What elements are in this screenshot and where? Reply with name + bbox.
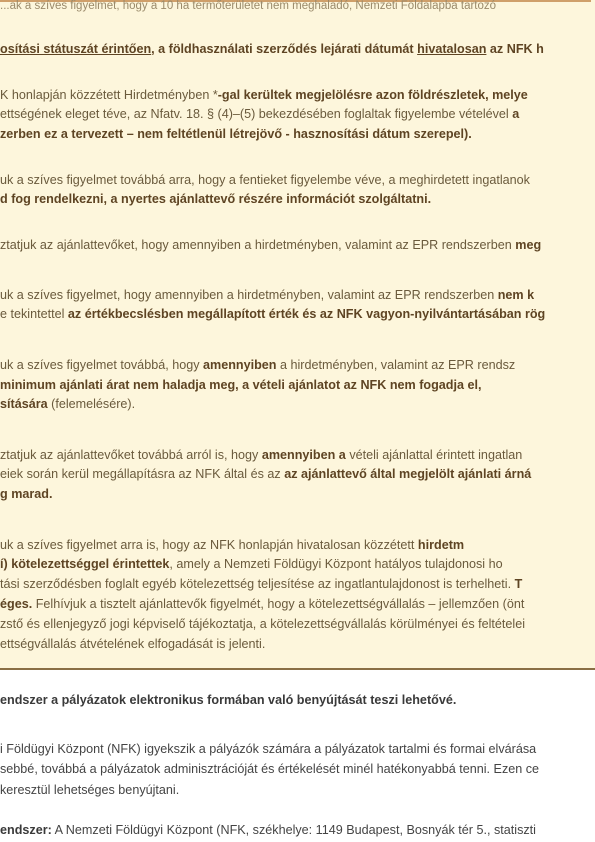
lower-p1-line3: keresztül lehetséges benyújtani. bbox=[0, 783, 180, 797]
p2-l3: zerben ez a tervezett – nem feltétlenül létrejövő - hasznosítási dátum szerepel). bbox=[0, 127, 472, 141]
p8-l4a: éges. bbox=[0, 597, 33, 611]
p7-l1a: ztatjuk az ajánlattevőket továbbá arról is, hogy bbox=[0, 448, 262, 462]
p8-l2a: í) kötelezettséggel érintettek bbox=[0, 557, 170, 571]
p4-l1a: ztatjuk az ajánlattevőket, hogy amennyiben a hirdetményben, valamint az EPR rendszerben bbox=[0, 238, 516, 252]
p6-l3b: (felemelésére). bbox=[47, 397, 136, 411]
p1-l1d: az NFK h bbox=[486, 42, 544, 56]
p2-l2b: a bbox=[512, 107, 520, 121]
lower-p1-line2: sebbé, továbbá a pályázatok adminisztrációját és értékelését minél hatékonyabbá tenni. Ezen ce bbox=[0, 762, 540, 776]
p4-line1 bbox=[0, 237, 541, 253]
p8-line5: zstő és ellenjegyző jogi képviselő tájékoztatja, a kötelezettségvállalás körülményei és feltételei bbox=[0, 617, 526, 631]
lower-p2-line1 bbox=[0, 822, 536, 838]
p6-line2 bbox=[0, 377, 482, 393]
p8-line2 bbox=[0, 556, 503, 572]
lower-section bbox=[0, 672, 595, 842]
p2-l1a: K honlapján közzétett Hirdetményben * bbox=[0, 88, 218, 102]
p8-l2b: , amely a Nemzeti Földügyi Központ hatályos tulajdonosi ho bbox=[169, 557, 503, 571]
p7-l1c: vételi ajánlattal érintett ingatlan bbox=[345, 448, 523, 462]
p1-l1b: , a földhasználati szerződés lejárati dátumát bbox=[151, 42, 418, 56]
p8-line4 bbox=[0, 596, 524, 612]
p3-line2 bbox=[0, 191, 431, 207]
p3-l2: d fog rendelkezni, a nyertes ajánlattevő részére információt szolgáltatni. bbox=[0, 192, 432, 206]
p8-l1b: hirdetm bbox=[417, 538, 465, 552]
p1-line1 bbox=[0, 41, 544, 57]
p6-l1c: a hirdetményben, valamint az EPR rendsz bbox=[276, 358, 516, 372]
p7-line2 bbox=[0, 466, 531, 482]
p5-l2b: az értékbecslésben megállapított érték és az NFK vagyon-nyilvántartásában rög bbox=[67, 307, 546, 321]
p2-l2a: ettségének eleget téve, az Nfatv. 18. § (4)–(5) bekezdésében foglaltak figyelembe vételével bbox=[0, 107, 513, 121]
partial-top-line: ...ak a szíves figyelmet, hogy a 10 ha termőterületet nem meghaladó, Nemzeti Földalapba tartozó bbox=[0, 0, 497, 12]
p2-l1b: -gal kerültek megjelölésre azon földrészletek, melye bbox=[217, 88, 528, 102]
p1-l1c: hivatalosan bbox=[417, 42, 487, 56]
p6-line3 bbox=[0, 396, 135, 412]
p5-l1a: uk a szíves figyelmet, hogy amennyiben a hirdetményben, valamint az EPR rendszerben bbox=[0, 288, 498, 302]
lower-heading-text: endszer a pályázatok elektronikus formában való benyújtását teszi lehetővé. bbox=[0, 693, 457, 707]
p1-l1a: osítási státuszát érintően bbox=[0, 42, 152, 56]
p8-line1 bbox=[0, 537, 464, 553]
p4-l1b: meg bbox=[515, 238, 542, 252]
lower-p2-label: endszer: bbox=[0, 823, 52, 837]
p6-line1 bbox=[0, 357, 515, 373]
p7-l3: g marad. bbox=[0, 487, 53, 501]
p7-l2b: az ajánlattevő által megjelölt ajánlati árná bbox=[284, 467, 532, 481]
p6-l2: minimum ajánlati árat nem haladja meg, a vételi ajánlatot az NFK nem fogadja el, bbox=[0, 378, 482, 392]
p2-line1 bbox=[0, 87, 528, 103]
p8-l3b: T bbox=[514, 577, 523, 591]
p8-l3a: tási szerződésben foglalt egyéb kötelezettség teljesítése az ingatlantulajdonost is terhelheti. bbox=[0, 577, 515, 591]
p5-l1b: nem k bbox=[497, 288, 535, 302]
p8-l1a: uk a szíves figyelmet arra is, hogy az NFK honlapján hivatalosan közzétett bbox=[0, 538, 418, 552]
p5-line1 bbox=[0, 287, 534, 303]
lower-p2-text: A Nemzeti Földügyi Központ (NFK, székhelye: 1149 Budapest, Bosnyák tér 5., statiszti bbox=[51, 823, 536, 837]
p2-line2 bbox=[0, 106, 519, 122]
p7-l2a: eiek során kerül megállapításra az NFK által és az bbox=[0, 467, 285, 481]
p8-l4b: Felhívjuk a tisztelt ajánlattevők figyelmét, hogy a kötelezettségvállalás – jellemzően (önt bbox=[32, 597, 525, 611]
p8-line6: ettségvállalás átvételének elfogadását is jelenti. bbox=[0, 637, 266, 651]
p5-line2 bbox=[0, 306, 545, 322]
p5-l2a: e tekintettel bbox=[0, 307, 68, 321]
p3-line1: uk a szíves figyelmet továbbá arra, hogy a fentieket figyelembe véve, a meghirdetett ingatlanok bbox=[0, 173, 530, 187]
p6-l1a: uk a szíves figyelmet továbbá, hogy bbox=[0, 358, 204, 372]
p6-l1b: amennyiben bbox=[203, 358, 277, 372]
p2-line3 bbox=[0, 126, 472, 142]
p7-line1 bbox=[0, 447, 522, 463]
lower-heading bbox=[0, 692, 456, 708]
p7-l1b: amennyiben a bbox=[261, 448, 346, 462]
p6-l3a: sítására bbox=[0, 397, 48, 411]
lower-p1-line1: i Földügyi Központ (NFK) igyekszik a pályázók számára a pályázatok tartalmi és formai elvárása bbox=[0, 742, 537, 756]
p8-line3 bbox=[0, 576, 522, 592]
p7-line3 bbox=[0, 486, 53, 502]
